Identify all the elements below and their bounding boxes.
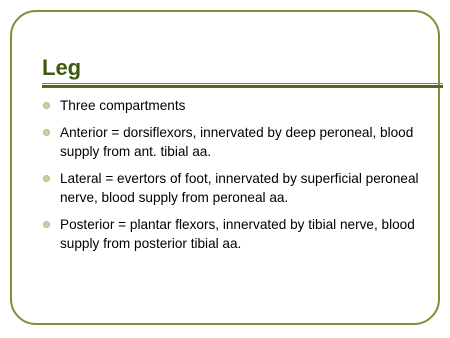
title-underline-thin: [42, 83, 443, 84]
bullet-item: [42, 123, 422, 161]
bullet-text: Lateral = evertors of foot, innervated by superficial peroneal nerve, blood supply from peroneal aa.: [60, 171, 419, 205]
bullet-dot-icon: [43, 129, 50, 136]
bullet-dot-icon: [43, 175, 50, 182]
bullet-dot-icon: [43, 221, 50, 228]
bullet-dot-icon: [43, 102, 50, 109]
title-underline-thick: [42, 85, 443, 88]
bullet-text: Anterior = dorsiflexors, innervated by deep peroneal, blood supply from ant. tibial aa.: [60, 125, 414, 159]
slide-title: Leg: [42, 55, 82, 80]
bullet-list: [42, 96, 422, 261]
bullet-text: Posterior = plantar flexors, innervated by tibial nerve, blood supply from posterior tibial aa.: [60, 217, 415, 251]
bullet-item: [42, 169, 422, 207]
bullet-item: [42, 215, 422, 253]
bullet-text: Three compartments: [60, 98, 186, 113]
bullet-item: [42, 96, 422, 115]
